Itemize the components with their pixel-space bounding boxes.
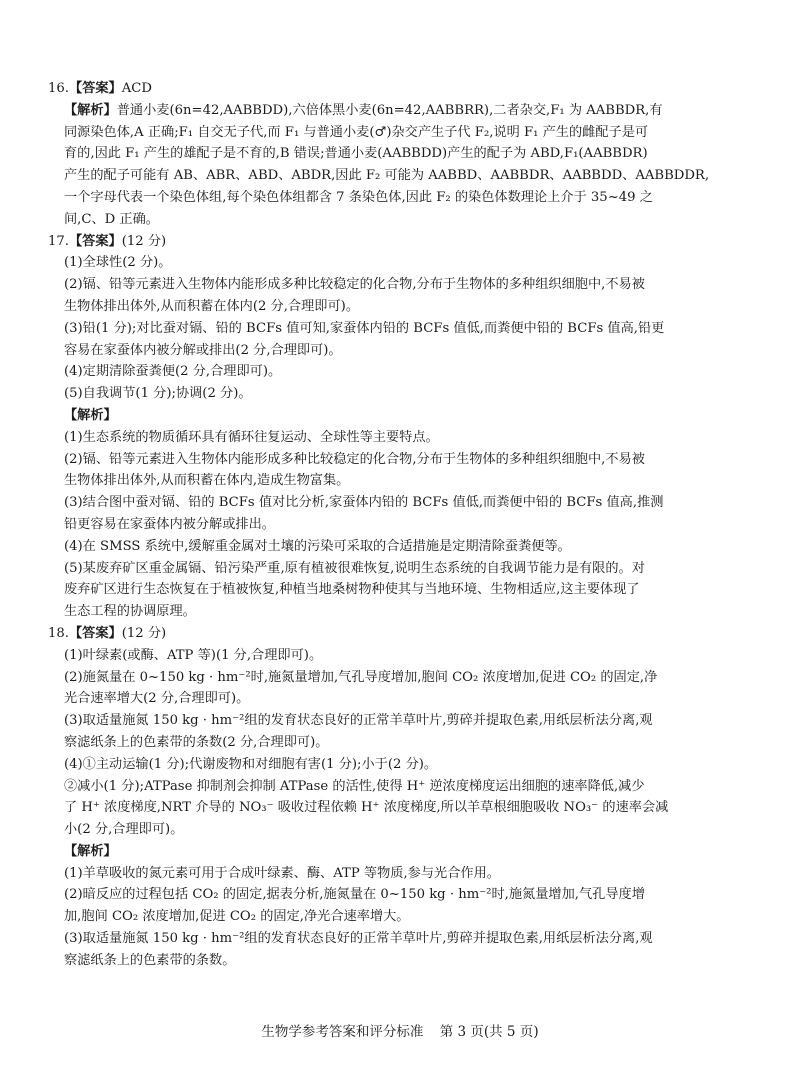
q17-analysis-label: 【解析】 xyxy=(64,407,117,423)
q18-analysis-line: (1)羊草吸收的氮元素可用于合成叶绿素、酶、ATP 等物质,参与光合作用。 xyxy=(64,865,500,881)
q18-answer-line: (3)取适量施氮 150 kg · hm⁻²组的发育状态良好的正常羊草叶片,剪碎并提取色素,用纸层析法分离,观 xyxy=(64,713,653,729)
q16-analysis-label: 【解析】 xyxy=(64,102,117,118)
q16-analysis-line: 一个字母代表一个染色体组,每个染色体组都含 7 条染色体,因此 F₂ 的染色体数理论上介于 35~49 之 xyxy=(64,189,653,205)
q16-analysis-line: 【解析】普通小麦(6n=42,AABBDD),六倍体黑小麦(6n=42,AABBRR),二者杂交,F₁ 为 AABBDR,有 xyxy=(64,102,663,118)
q17-answer-line: 容易在家蚕体内被分解或排出(2 分,合理即可)。 xyxy=(64,342,342,358)
question-18 xyxy=(48,623,768,972)
q18-answers xyxy=(48,645,768,972)
q16-answer-line xyxy=(48,78,768,100)
q16-analysis xyxy=(48,100,768,231)
q17-answer-header xyxy=(48,231,768,253)
question-16 xyxy=(48,78,768,231)
q17-score: (12 分) xyxy=(121,233,167,249)
footer-title: 生物学参考答案和评分标准 xyxy=(261,1024,424,1040)
question-17 xyxy=(48,231,768,623)
q18-answer-line: 了 H⁺ 浓度梯度,NRT 介导的 NO₃⁻ 吸收过程依赖 H⁺ 浓度梯度,所以羊草根细胞吸收 NO₃⁻ 的速率会减 xyxy=(64,800,669,816)
q17-answer-line: (4)定期清除蚕粪便(2 分,合理即可)。 xyxy=(64,364,282,380)
q17-answer-line: (2)镉、铅等元素进入生物体内能形成多种比较稳定的化合物,分布于生物体的多种组织细胞中,不易被 xyxy=(64,277,645,293)
q16-number: 16. xyxy=(48,81,69,96)
q18-answer-label: 【答案】 xyxy=(68,625,122,641)
q18-answer-line: 小(2 分,合理即可)。 xyxy=(64,822,184,838)
q16-analysis-line: 产生的配子可能有 AB、ABR、ABD、ABDR,因此 F₂ 可能为 AABBD、AABBDR、AABBDD、AABBDDR, xyxy=(64,168,710,184)
page-number: 第 3 页(共 5 页) xyxy=(439,1024,539,1040)
q18-answer-line: (2)施氮量在 0~150 kg · hm⁻²时,施氮量增加,气孔导度增加,胞间 CO₂ 浓度增加,促进 CO₂ 的固定,净 xyxy=(64,669,658,685)
q18-answer-line: ②减小(1 分);ATPase 抑制剂会抑制 ATPase 的活性,使得 H⁺ 逆浓度梯度运出细胞的速率降低,减少 xyxy=(64,778,645,794)
page-footer xyxy=(0,1020,800,1040)
q17-analysis-line: 生态工程的协调原理。 xyxy=(64,604,196,620)
q18-analysis-line: 察滤纸条上的色素带的条数。 xyxy=(64,952,236,968)
q17-answers xyxy=(48,252,768,623)
q18-number: 18. xyxy=(48,625,69,641)
q18-answer-header xyxy=(48,623,768,645)
q16-analysis-line: 同源染色体,A 正确;F₁ 自交无子代,而 F₁ 与普通小麦(♂)杂交产生子代 F₂,说明 F₁ 产生的雌配子是可 xyxy=(64,124,649,140)
q18-analysis-label: 【解析】 xyxy=(64,843,117,859)
q16-answer-label: 【答案】 xyxy=(68,81,122,96)
q17-analysis-line: 铅更容易在家蚕体内被分解或排出。 xyxy=(64,516,275,532)
q16-analysis-line: 间,C、D 正确。 xyxy=(64,211,159,227)
q18-answer-line: (1)叶绿素(或酶、ATP 等)(1 分,合理即可)。 xyxy=(64,647,323,663)
page-content xyxy=(48,78,768,972)
q17-answer-line: (5)自我调节(1 分);协调(2 分)。 xyxy=(64,386,252,402)
q18-answer-line: (4)①主动运输(1 分);代谢废物和对细胞有害(1 分);小于(2 分)。 xyxy=(64,756,438,772)
q18-analysis-line: 加,胞间 CO₂ 浓度增加,促进 CO₂ 的固定,净光合速率增大。 xyxy=(64,909,410,925)
q17-answer-label: 【答案】 xyxy=(68,233,122,249)
q18-answer-line: 光合速率增大(2 分,合理即可)。 xyxy=(64,691,250,707)
q17-analysis-line: (5)某废弃矿区重金属镉、铅污染严重,原有植被很难恢复,说明生态系统的自我调节能力是有限的。对 xyxy=(64,560,645,576)
q17-analysis-line: 生物体排出体外,从而积蓄在体内,造成生物富集。 xyxy=(64,473,350,489)
q17-analysis-line: 废弃矿区进行生态恢复在于植被恢复,种植当地桑树物种使其与当地环境、生物相适应,这主要体现了 xyxy=(64,582,640,598)
q17-answer-line: (3)铅(1 分);对比蚕对镉、铅的 BCFs 值可知,家蚕体内铅的 BCFs 值低,而粪便中铅的 BCFs 值高,铅更 xyxy=(64,320,665,336)
q17-analysis-line: (3)结合图中蚕对镉、铅的 BCFs 值对比分析,家蚕体内铅的 BCFs 值低,而粪便中铅的 BCFs 值高,推测 xyxy=(64,495,664,511)
q17-answer-line: (1)全球性(2 分)。 xyxy=(64,255,172,271)
q18-score: (12 分) xyxy=(121,625,167,641)
q18-analysis-line: (2)暗反应的过程包括 CO₂ 的固定,据表分析,施氮量在 0~150 kg · hm⁻²时,施氮量增加,气孔导度增 xyxy=(64,887,645,903)
q17-analysis-line: (1)生态系统的物质循环具有循环往复运动、全球性等主要特点。 xyxy=(64,429,439,445)
q17-analysis-line: (2)镉、铅等元素进入生物体内能形成多种比较稳定的化合物,分布于生物体的多种组织细胞中,不易被 xyxy=(64,451,645,467)
q18-answer-line: 察滤纸条上的色素带的条数(2 分,合理即可)。 xyxy=(64,734,329,750)
q16-answer: ACD xyxy=(121,81,152,96)
q16-analysis-line: 育的,因此 F₁ 产生的雄配子是不育的,B 错误;普通小麦(AABBDD)产生的配子为 ABD,F₁(AABBDR) xyxy=(64,146,648,162)
q17-number: 17. xyxy=(48,233,69,249)
q18-analysis-line: (3)取适量施氮 150 kg · hm⁻²组的发育状态良好的正常羊草叶片,剪碎并提取色素,用纸层析法分离,观 xyxy=(64,931,653,947)
q17-analysis-line: (4)在 SMSS 系统中,缓解重金属对土壤的污染可采取的合适措施是定期清除蚕粪便等。 xyxy=(64,538,571,554)
q17-answer-line: 生物体排出体外,从而积蓄在体内(2 分,合理即可)。 xyxy=(64,298,360,314)
